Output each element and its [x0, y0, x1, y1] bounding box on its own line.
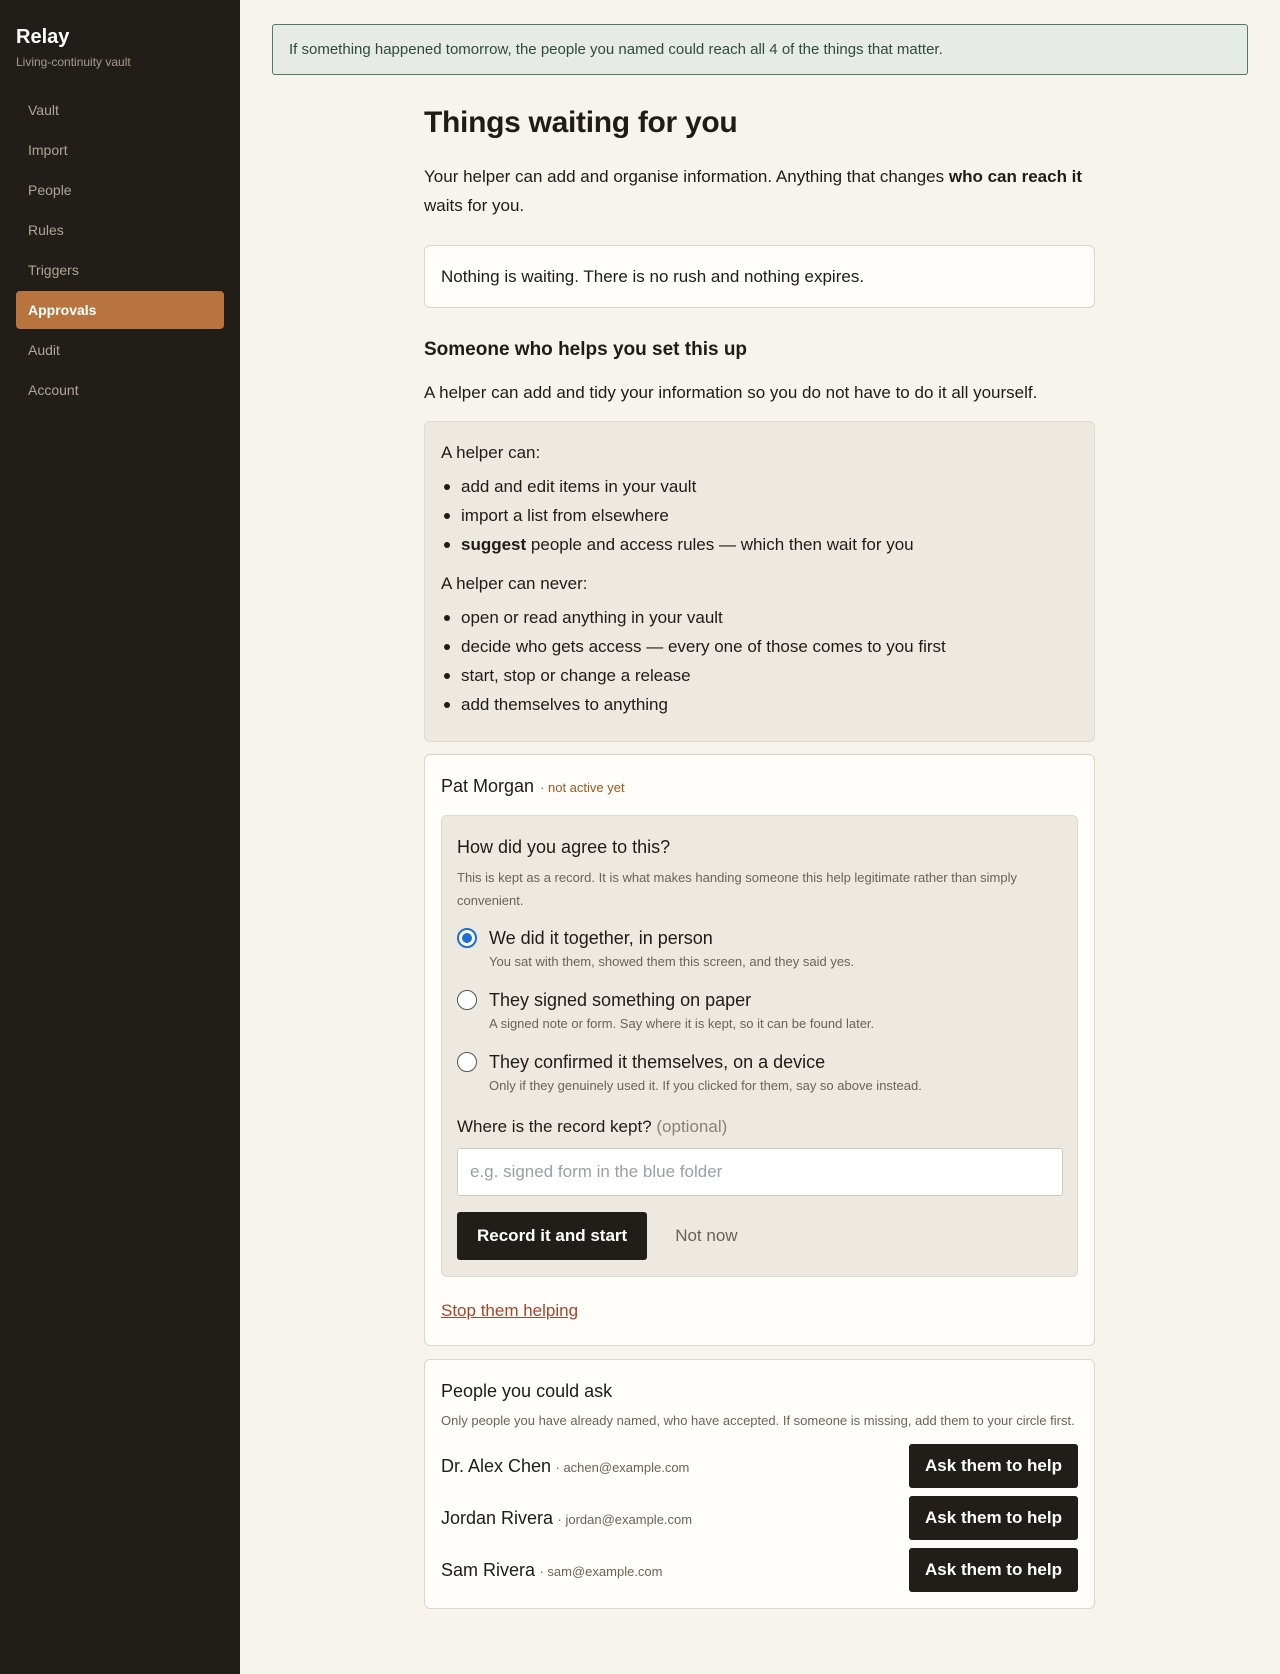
person-email: · achen@example.com	[555, 1459, 690, 1475]
list-item-text: people and access rules — which then wait for you	[526, 535, 914, 554]
nav-item-audit[interactable]: Audit	[28, 342, 60, 358]
list-item-bold: suggest	[461, 535, 527, 554]
record-location-input[interactable]	[457, 1148, 1063, 1196]
consent-option-in-person[interactable]	[457, 924, 1062, 972]
consent-actions	[457, 1212, 1062, 1260]
intro-text-bold: who can reach it	[948, 167, 1083, 186]
list-item	[441, 530, 1078, 559]
radio-selected-icon[interactable]	[457, 928, 477, 948]
person-info	[441, 1560, 663, 1581]
page-title: Things waiting for you	[424, 106, 738, 139]
option-description: You sat with them, showed them this screen, and they said yes.	[489, 954, 855, 969]
person-email: · jordan@example.com	[557, 1511, 693, 1527]
page-intro	[424, 162, 1095, 220]
nav-item-people[interactable]: People	[28, 182, 72, 198]
list-item	[441, 1496, 1078, 1540]
helper-card-header	[441, 773, 1078, 801]
optional-tag: (optional)	[656, 1117, 728, 1136]
app-name: Relay	[16, 26, 70, 48]
list-item: start, stop or change a release	[441, 661, 1078, 690]
helper-name: Pat Morgan	[441, 776, 535, 796]
ask-to-help-button[interactable]: Ask them to help	[909, 1548, 1078, 1592]
list-item: add themselves to anything	[441, 690, 1078, 719]
record-location-label	[457, 1114, 1062, 1140]
ask-note: Only people you have already named, who have accepted. If someone is missing, add them to your circle first.	[441, 1413, 1075, 1428]
helper-rules	[424, 421, 1095, 742]
option-label: They signed something on paper	[489, 990, 752, 1010]
radio-icon[interactable]	[457, 990, 477, 1010]
consent-option-paper[interactable]	[457, 986, 1062, 1034]
field-label-text: Where is the record kept?	[457, 1117, 652, 1136]
option-description: Only if they genuinely used it. If you clicked for them, say so above instead.	[489, 1078, 922, 1093]
status-badge: · not active yet	[540, 780, 625, 795]
intro-text-start: Your helper can add and organise information. Anything that changes	[424, 167, 949, 186]
ask-to-help-button[interactable]: Ask them to help	[909, 1444, 1078, 1488]
nav-item-import[interactable]: Import	[28, 142, 68, 158]
ask-to-help-button[interactable]: Ask them to help	[909, 1496, 1078, 1540]
nav-item-vault[interactable]: Vault	[28, 102, 59, 118]
person-email: · sam@example.com	[539, 1563, 663, 1579]
list-item: decide who gets access — every one of those comes to you first	[441, 632, 1078, 661]
list-item: add and edit items in your vault	[441, 472, 1078, 501]
app-subtitle: Living-continuity vault	[16, 55, 131, 69]
person-name: Dr. Alex Chen	[441, 1455, 552, 1476]
record-and-start-button[interactable]: Record it and start	[457, 1212, 647, 1260]
person-name: Jordan Rivera	[441, 1507, 554, 1528]
empty-state: Nothing is waiting. There is no rush and nothing expires.	[424, 245, 1095, 308]
list-item	[441, 1548, 1078, 1592]
main-content	[240, 0, 1280, 1674]
person-name: Sam Rivera	[441, 1559, 536, 1580]
option-label: We did it together, in person	[489, 928, 713, 948]
sidebar	[0, 0, 240, 1674]
can-title: A helper can:	[441, 443, 541, 462]
list-item: open or read anything in your vault	[441, 603, 1078, 632]
list-item: import a list from elsewhere	[441, 501, 1078, 530]
person-info	[441, 1508, 692, 1529]
consent-question: How did you agree to this?	[457, 837, 671, 857]
never-title: A helper can never:	[441, 574, 588, 593]
consent-form	[441, 815, 1078, 1277]
not-now-button[interactable]: Not now	[675, 1226, 738, 1245]
never-list	[441, 603, 1078, 719]
consent-note: This is kept as a record. It is what makes handing someone this help legitimate rather than simply convenient.	[457, 870, 1017, 908]
stop-helping-link[interactable]: Stop them helping	[441, 1301, 579, 1320]
nav-item-account[interactable]: Account	[28, 382, 79, 398]
nav-item-rules[interactable]: Rules	[28, 222, 64, 238]
ask-title: People you could ask	[441, 1381, 613, 1401]
person-info	[441, 1456, 689, 1477]
intro-text-end: waits for you.	[424, 196, 525, 215]
status-banner: If something happened tomorrow, the people you named could reach all 4 of the things that matter.	[272, 24, 1248, 75]
people-to-ask	[424, 1359, 1095, 1609]
radio-icon[interactable]	[457, 1052, 477, 1072]
nav-item-approvals[interactable]: Approvals	[16, 291, 224, 329]
helper-section-heading: Someone who helps you set this up	[424, 339, 748, 360]
approvals-content	[424, 104, 1095, 1609]
nav-item-triggers[interactable]: Triggers	[28, 262, 79, 278]
can-list	[441, 472, 1078, 559]
main-nav	[16, 91, 224, 409]
consent-option-device[interactable]	[457, 1048, 1062, 1096]
option-description: A signed note or form. Say where it is kept, so it can be found later.	[489, 1016, 875, 1031]
list-item	[441, 1444, 1078, 1488]
helper-card	[424, 754, 1095, 1346]
helper-section-description: A helper can add and tidy your information so you do not have to do it all yourself.	[424, 383, 1038, 402]
option-label: They confirmed it themselves, on a device	[489, 1052, 826, 1072]
